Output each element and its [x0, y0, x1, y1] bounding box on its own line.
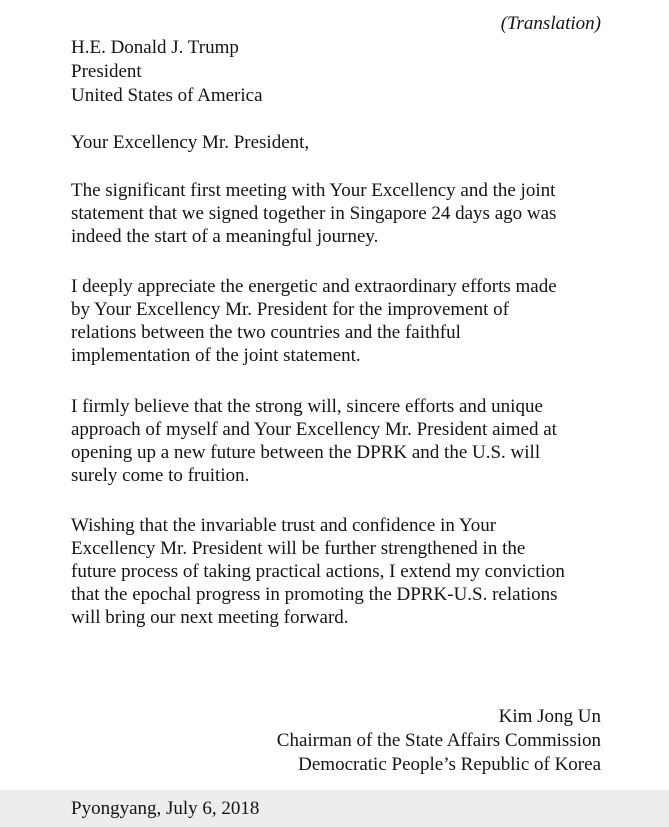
paragraph-line: implementation of the joint statement.: [71, 345, 361, 366]
paragraph-line: by Your Excellency Mr. President for the improvement of: [71, 299, 509, 320]
place-date: Pyongyang, July 6, 2018: [71, 798, 260, 819]
paragraph-4: [71, 514, 611, 629]
paragraph-line: Wishing that the invariable trust and confidence in Your: [71, 515, 497, 536]
paragraph-2: [71, 275, 611, 367]
paragraph-line: Excellency Mr. President will be further strengthened in the: [71, 538, 526, 559]
paragraph-line: relations between the two countries and the faithful: [71, 322, 461, 343]
paragraph-line: The significant first meeting with Your Excellency and the joint: [71, 180, 556, 201]
paragraph-line: I firmly believe that the strong will, sincere efforts and unique: [71, 396, 543, 417]
recipient-country: United States of America: [71, 85, 263, 106]
paragraph-line: statement that we signed together in Singapore 24 days ago was: [71, 203, 557, 224]
recipient-title: President: [71, 61, 142, 82]
paragraph-3: [71, 395, 611, 487]
recipient-name: H.E. Donald J. Trump: [71, 37, 239, 58]
salutation: Your Excellency Mr. President,: [71, 132, 310, 153]
paragraph-line: indeed the start of a meaningful journey.: [71, 226, 379, 247]
paragraph-line: future process of taking practical actions, I extend my conviction: [71, 561, 565, 582]
signatory-name: Kim Jong Un: [498, 706, 601, 727]
translation-label: (Translation): [500, 13, 601, 34]
paragraph-line: approach of myself and Your Excellency Mr. President aimed at: [71, 419, 557, 440]
signature-block: [277, 705, 601, 777]
paragraph-line: that the epochal progress in promoting the DPRK-U.S. relations: [71, 584, 558, 605]
paragraph-line: surely come to fruition.: [71, 465, 250, 486]
signatory-title: Chairman of the State Affairs Commission: [276, 730, 601, 751]
signatory-country: Democratic People’s Republic of Korea: [298, 754, 601, 775]
paragraph-line: will bring our next meeting forward.: [71, 607, 349, 628]
paragraph-1: [71, 179, 611, 248]
paragraph-line: I deeply appreciate the energetic and extraordinary efforts made: [71, 276, 557, 297]
paragraph-line: opening up a new future between the DPRK and the U.S. will: [71, 442, 541, 463]
recipient-address: [71, 36, 263, 108]
